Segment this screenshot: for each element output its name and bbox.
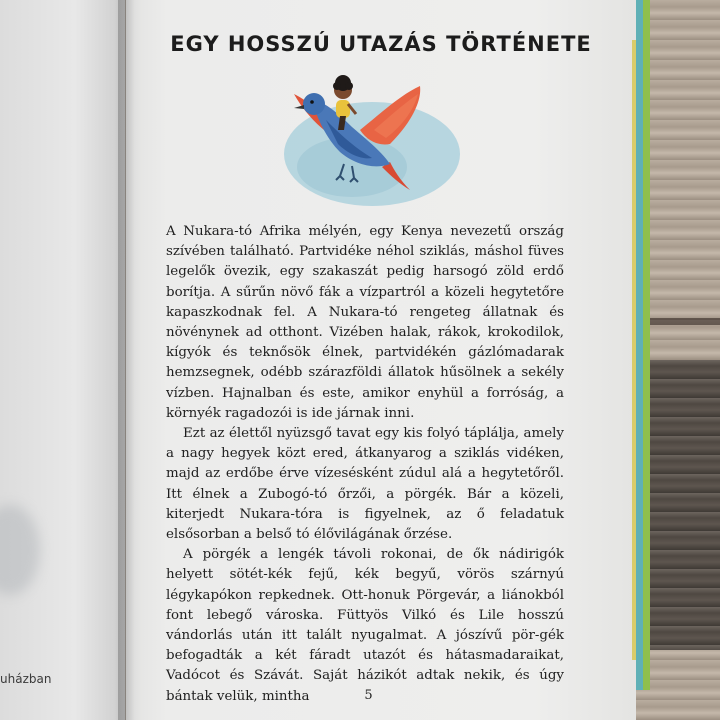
- cover-edge-green: [643, 0, 650, 690]
- bird-rider-illustration: [282, 72, 472, 212]
- page-number: 5: [364, 688, 373, 703]
- chapter-title: EGY HOSSZÚ UTAZÁS TÖRTÉNETE: [170, 32, 592, 56]
- wooden-table-dark-plank: [640, 360, 720, 650]
- paragraph-2: Ezt az élettől nyüzsgő tavat egy kis folyó táplálja, amely a nagy hegyek közt ered, átkanyarog a sziklás vidéken, majd az erdőbe érve vízesésként zúdul alá a hegytetőről. Itt élnek a Zubogó-tó őrzői, a pörgék. Bár a közeli, kiterjedt Nukara-tóra is figyelnek, az ő feladatuk elsősorban a belső tó élővilágának őrzése.: [166, 426, 564, 543]
- cover-edge-teal: [636, 0, 643, 690]
- book-spine-shadow: [118, 0, 142, 720]
- left-page-footer-text: uházban: [0, 672, 52, 686]
- paragraph-3: A pörgék a lengék távoli rokonai, de ők nádirigók helyett sötét-kék fejű, kék begyű, vörös szárnyú légykapókon repkednek. Ott-honuk Pörgevár, a liánokból font lebegő városka. Füttyös Vilkó és Lile hosszú vándorlás után itt talált nyugalmat. A jószívű pör-gék befogadták a két fáradt utazót és hátasmadaraikat, Vadócot és Szávát. Saját házikót adtak nekik, és úgy bántak velük, mintha: [166, 547, 564, 704]
- body-text: [166, 222, 564, 707]
- left-page-smudge: [0, 505, 40, 595]
- bird-head: [303, 93, 325, 115]
- paragraph-1: A Nukara-tó Afrika mélyén, egy Kenya nevezetű ország szívében található. Partvidéke néhol sziklás, máshol füves legelők övezik, egy szakaszát pedig harsogó zöld erdő borítja. A sűrűn növő fák a vízpartról a közeli hegytetőre kapaszkodnak fel. A Nukara-tó rengeteg állatnak és növénynek ad otthont. Vizében halak, rákok, krokodilok, kígyók és teknősök élnek, partvidékén gázlómadarak hemzsegnek, odébb szárazföldi állatok hűsölnek a sekély vízben. Hajnalban és este, amikor enyhül a forróság, a környék ragadozói is ide járnak inni.: [166, 224, 564, 421]
- left-page: [0, 0, 125, 720]
